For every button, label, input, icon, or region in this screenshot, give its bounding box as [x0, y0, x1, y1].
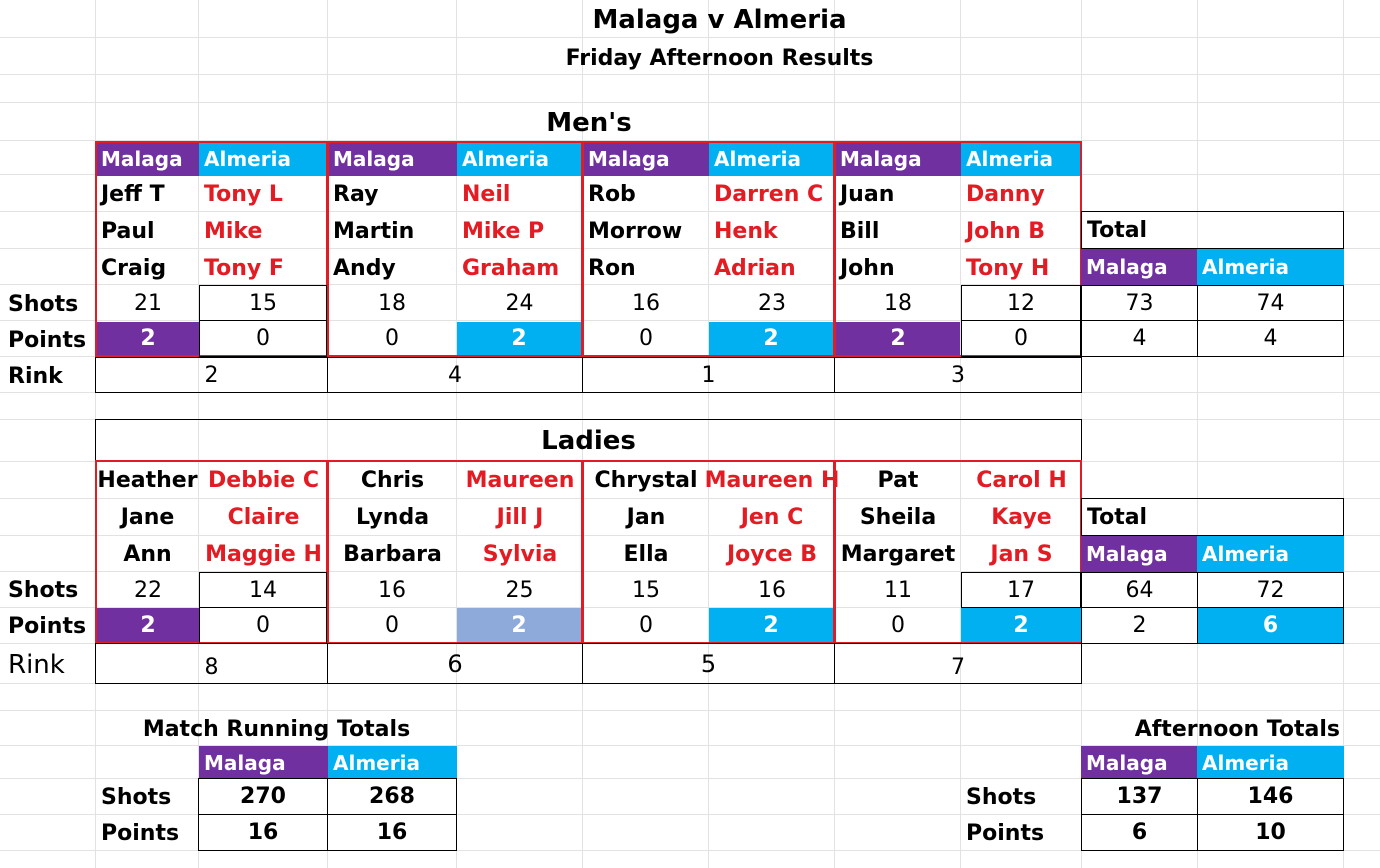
ladies-rink-value: 8 [95, 643, 328, 684]
match-totals-shots-malaga: 270 [198, 778, 328, 815]
ladies-total-header-almeria: Almeria [1197, 536, 1344, 572]
ladies-shots-value: 15 [632, 577, 660, 603]
mens-team-header-7: Malaga [835, 142, 961, 176]
mens-player: Neil [462, 182, 511, 207]
mens-player: Ray [333, 182, 379, 207]
ladies-heading: Ladies [95, 419, 1082, 462]
ladies-total-shots-malaga: 64 [1081, 572, 1198, 608]
page-subtitle: Friday Afternoon Results [565, 45, 874, 71]
mens-player: Andy [333, 255, 396, 281]
mens-player: Juan [840, 182, 895, 207]
mens-rink-value: 3 [834, 357, 1082, 393]
mens-total-points-almeria: 4 [1197, 320, 1344, 357]
ladies-player: Pat [877, 468, 919, 493]
mens-rink-value: 1 [582, 357, 835, 393]
ladies-total-points-malaga: 2 [1081, 607, 1198, 644]
ladies-player: Maggie H [205, 541, 322, 567]
mens-points-label: Points [8, 327, 87, 353]
mens-points-value: 2 [709, 322, 833, 355]
mens-player: Jeff T [101, 182, 165, 207]
match-totals-points-almeria: 16 [327, 814, 457, 851]
mens-team-header-2: Almeria [199, 142, 328, 176]
mens-shots-value: 18 [884, 290, 912, 316]
match-totals-heading: Match Running Totals [142, 716, 411, 742]
mens-player: Adrian [714, 255, 796, 281]
ladies-points-value: 2 [709, 608, 833, 642]
mens-player: John B [966, 219, 1046, 244]
afternoon-totals-shots-label: Shots [966, 784, 1037, 810]
ladies-player: Ann [123, 541, 172, 567]
mens-player: Darren C [714, 182, 824, 207]
ladies-player: Jane [120, 505, 175, 530]
mens-player: Tony H [966, 255, 1050, 281]
ladies-points-value: 2 [961, 608, 1081, 642]
mens-player: Paul [101, 219, 155, 244]
afternoon-totals-header-malaga: Malaga [1081, 746, 1198, 779]
afternoon-totals-shots-malaga: 137 [1081, 778, 1198, 815]
ladies-total-label: Total [1081, 498, 1344, 536]
afternoon-totals-shots-almeria: 146 [1197, 778, 1344, 815]
ladies-points-value: 0 [891, 612, 905, 638]
ladies-player: Ella [623, 541, 669, 567]
ladies-player: Chris [360, 468, 425, 493]
ladies-player: Barbara [343, 541, 442, 567]
mens-points-value: 0 [961, 320, 1081, 357]
ladies-player: Kaye [991, 505, 1052, 530]
mens-team-header-4: Almeria [457, 142, 583, 176]
mens-total-shots-almeria: 74 [1197, 285, 1344, 321]
ladies-player: Lynda [355, 505, 430, 530]
mens-team-header-3: Malaga [328, 142, 457, 176]
mens-rink-label: Rink [8, 363, 63, 389]
ladies-player: Carol H [976, 468, 1067, 493]
mens-player: Danny [966, 182, 1045, 207]
ladies-points-value: 2 [97, 608, 199, 642]
mens-team-header-1: Malaga [96, 142, 199, 176]
mens-shots-value: 23 [758, 290, 786, 316]
match-totals-shots-label: Shots [101, 784, 172, 810]
ladies-points-value: 0 [639, 612, 653, 638]
mens-total-header-malaga: Malaga [1081, 249, 1198, 285]
mens-player: Ron [588, 255, 636, 281]
match-totals-shots-almeria: 268 [327, 778, 457, 815]
mens-player: Tony L [204, 182, 283, 207]
mens-player: John [840, 255, 895, 281]
ladies-player: Jen C [740, 505, 804, 530]
mens-player: Mike P [462, 219, 545, 244]
mens-total-shots-malaga: 73 [1081, 285, 1198, 321]
mens-points-value: 0 [199, 320, 327, 357]
ladies-player: Jill J [496, 505, 544, 530]
afternoon-totals-heading: Afternoon Totals [1134, 716, 1340, 742]
page-title: Malaga v Almeria [592, 5, 847, 35]
ladies-player: Claire [227, 505, 300, 530]
ladies-player: Sheila [859, 505, 937, 530]
ladies-player: Debbie C [208, 468, 319, 493]
mens-shots-value: 16 [632, 290, 660, 316]
ladies-total-header-malaga: Malaga [1081, 536, 1198, 572]
ladies-points-value: 0 [385, 612, 399, 638]
mens-heading: Men's [546, 108, 632, 138]
mens-team-header-6: Almeria [709, 142, 835, 176]
mens-points-value: 2 [97, 322, 199, 355]
mens-total-header-almeria: Almeria [1197, 249, 1344, 285]
afternoon-totals-points-almeria: 10 [1197, 814, 1344, 851]
ladies-player: Heather [97, 468, 198, 493]
ladies-shots-label: Shots [8, 577, 79, 603]
mens-player: Mike [204, 219, 263, 244]
mens-points-value: 0 [639, 326, 653, 351]
ladies-player: Joyce B [726, 541, 818, 567]
afternoon-totals-header-almeria: Almeria [1197, 746, 1344, 779]
mens-points-value: 0 [385, 326, 399, 351]
mens-points-value: 2 [457, 322, 581, 355]
ladies-rink-value: 6 [327, 643, 583, 684]
mens-total-points-malaga: 4 [1081, 320, 1198, 357]
ladies-player: Chrystal [594, 468, 698, 493]
ladies-rink-label: Rink [8, 650, 65, 680]
afternoon-totals-points-label: Points [966, 820, 1045, 846]
mens-total-label: Total [1081, 211, 1344, 249]
mens-rink-value: 4 [327, 357, 583, 393]
ladies-shots-value: 22 [134, 577, 162, 603]
ladies-rink-value: 7 [834, 643, 1082, 684]
mens-shots-value: 12 [961, 285, 1081, 321]
match-totals-header-almeria: Almeria [328, 746, 457, 779]
ladies-player: Maureen [465, 468, 575, 493]
ladies-shots-value: 17 [961, 572, 1081, 608]
mens-points-value: 2 [836, 322, 960, 355]
mens-team-header-8: Almeria [961, 142, 1082, 176]
mens-shots-value: 18 [378, 290, 406, 316]
mens-player: Rob [588, 182, 636, 207]
mens-player: Craig [101, 255, 167, 281]
match-totals-points-malaga: 16 [198, 814, 328, 851]
mens-player: Graham [462, 255, 560, 281]
afternoon-totals-points-malaga: 6 [1081, 814, 1198, 851]
ladies-points-value: 2 [457, 608, 581, 642]
ladies-shots-value: 11 [884, 577, 912, 603]
match-totals-points-label: Points [101, 820, 180, 846]
mens-shots-label: Shots [8, 291, 79, 317]
mens-shots-value: 15 [199, 285, 327, 321]
mens-player: Bill [840, 219, 880, 244]
mens-player: Morrow [588, 219, 683, 244]
ladies-player: Jan [626, 505, 666, 530]
ladies-rink-value: 5 [582, 643, 835, 684]
mens-team-header-5: Malaga [583, 142, 709, 176]
ladies-points-value: 0 [199, 607, 327, 644]
ladies-total-points-almeria: 6 [1197, 607, 1344, 644]
ladies-total-shots-almeria: 72 [1197, 572, 1344, 608]
ladies-shots-value: 25 [505, 577, 534, 603]
ladies-player: Maureen H [704, 468, 840, 493]
mens-player: Tony F [204, 255, 284, 281]
ladies-player: Jan S [990, 541, 1053, 567]
ladies-player: Margaret [840, 541, 956, 567]
mens-player: Henk [714, 219, 778, 244]
mens-player: Martin [333, 219, 415, 244]
ladies-shots-value: 14 [199, 572, 327, 608]
ladies-points-label: Points [8, 613, 87, 639]
mens-shots-value: 21 [134, 290, 162, 316]
ladies-shots-value: 16 [758, 577, 786, 603]
ladies-shots-value: 16 [378, 577, 406, 603]
ladies-player: Sylvia [482, 541, 558, 567]
mens-shots-value: 24 [505, 290, 534, 316]
match-totals-header-malaga: Malaga [199, 746, 328, 779]
mens-rink-value: 2 [95, 357, 328, 393]
